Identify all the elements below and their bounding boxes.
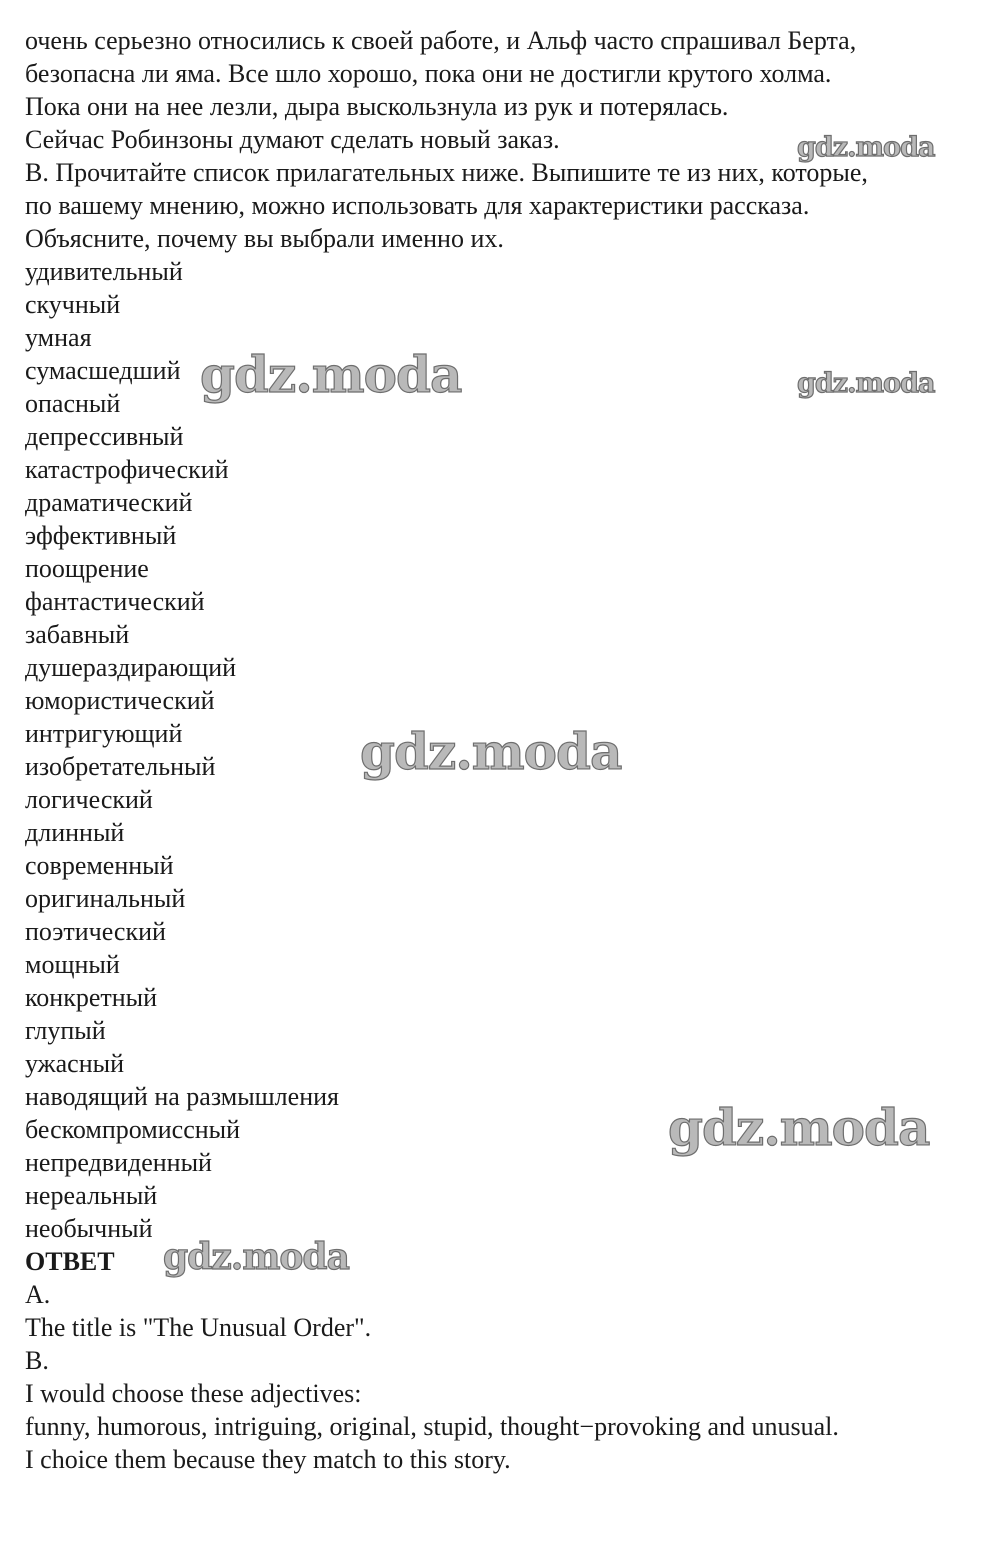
task-b-line: по вашему мнению, можно использовать для характеристики рассказа. [25, 191, 810, 220]
answer-line: I would choose these adjectives: [25, 1379, 362, 1408]
adjective-item: поощрение [25, 554, 149, 583]
intro-line: безопасна ли яма. Все шло хорошо, пока они не достигли крутого холма. [25, 59, 832, 88]
adjective-item: глупый [25, 1016, 106, 1045]
adjective-item: душераздирающий [25, 653, 237, 682]
task-b-line: B. Прочитайте список прилагательных ниже. Выпишите те из них, которые, [25, 158, 868, 187]
answer-line: A. [25, 1280, 51, 1309]
document-page [25, 24, 990, 1476]
watermark: gdz.moda [200, 345, 462, 404]
adjective-item: забавный [25, 620, 130, 649]
adjective-list [25, 255, 990, 1245]
adjective-item: катастрофический [25, 455, 229, 484]
intro-paragraph [25, 24, 990, 255]
intro-line: Сейчас Робинзоны думают сделать новый заказ. [25, 125, 560, 154]
adjective-item: сумасшедший [25, 356, 181, 385]
adjective-item: изобретательный [25, 752, 216, 781]
adjective-item: длинный [25, 818, 125, 847]
adjective-item: интригующий [25, 719, 183, 748]
adjective-item: поэтический [25, 917, 166, 946]
adjective-item: умная [25, 323, 92, 352]
answer-section [25, 1245, 990, 1476]
adjective-item: наводящий на размышления [25, 1082, 339, 1111]
adjective-item: логический [25, 785, 153, 814]
adjective-item: ужасный [25, 1049, 124, 1078]
adjective-item: эффективный [25, 521, 177, 550]
watermark: gdz.moda [797, 132, 935, 163]
adjective-item: конкретный [25, 983, 158, 1012]
answer-line: B. [25, 1346, 49, 1375]
adjective-item: бескомпромиссный [25, 1115, 241, 1144]
adjective-item: опасный [25, 389, 121, 418]
adjective-item: драматический [25, 488, 193, 517]
adjective-item: современный [25, 851, 174, 880]
watermark: gdz.moda [360, 722, 622, 781]
watermark: gdz.moda [797, 368, 935, 399]
task-b-line: Объясните, почему вы выбрали именно их. [25, 224, 504, 253]
adjective-item: мощный [25, 950, 120, 979]
answer-line: funny, humorous, intriguing, original, stupid, thought−provoking and unusual. [25, 1412, 839, 1441]
watermark: gdz.moda [163, 1236, 349, 1278]
adjective-item: непредвиденный [25, 1148, 212, 1177]
answer-heading: ОТВЕТ [25, 1247, 115, 1276]
adjective-item: фантастический [25, 587, 205, 616]
answer-line: The title is "The Unusual Order". [25, 1313, 372, 1342]
adjective-item: необычный [25, 1214, 153, 1243]
adjective-item: депрессивный [25, 422, 184, 451]
adjective-item: скучный [25, 290, 121, 319]
adjective-item: оригинальный [25, 884, 186, 913]
answer-line: I choice them because they match to this story. [25, 1445, 511, 1474]
watermark: gdz.moda [668, 1098, 930, 1157]
intro-line: Пока они на нее лезли, дыра выскользнула из рук и потерялась. [25, 92, 729, 121]
adjective-item: удивительный [25, 257, 183, 286]
intro-line: очень серьезно относились к своей работе, и Альф часто спрашивал Берта, [25, 26, 857, 55]
adjective-item: юмористический [25, 686, 215, 715]
adjective-item: нереальный [25, 1181, 158, 1210]
